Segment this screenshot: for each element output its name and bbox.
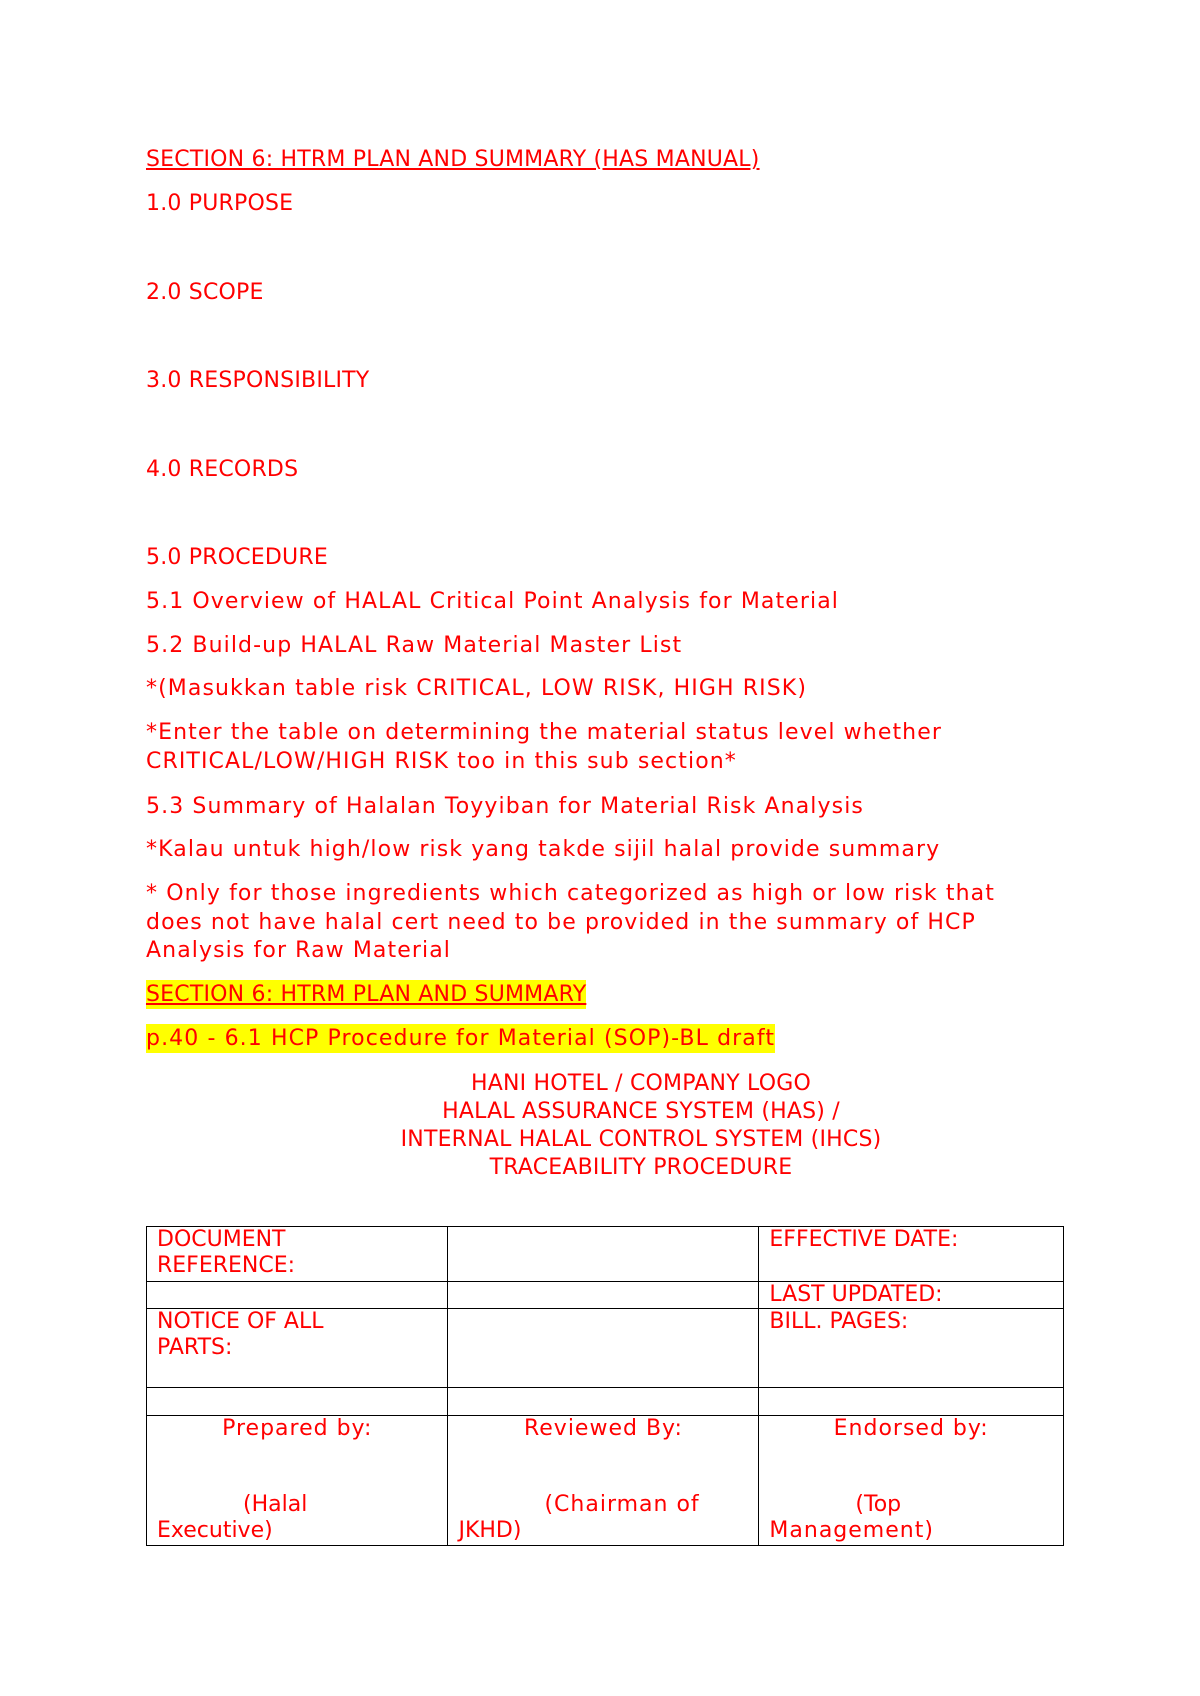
table-row xyxy=(147,1282,1064,1309)
note-risk-table: *(Masukkan table risk CRITICAL, LOW RISK, HIGH RISK) xyxy=(146,676,807,701)
table-row xyxy=(147,1388,1064,1416)
doc-ref-value-cell xyxy=(448,1227,759,1282)
heading-records: 4.0 RECORDS xyxy=(146,457,299,482)
procedure-item-5-3: 5.3 Summary of Halalan Toyyiban for Material Risk Analysis xyxy=(146,794,864,819)
last-updated-label: LAST UPDATED: xyxy=(769,1282,943,1307)
prepared-role-line2: Executive) xyxy=(157,1518,273,1543)
bill-pages-label: BILL. PAGES: xyxy=(769,1309,909,1334)
note-only-line1: * Only for those ingredients which categorized as high or low risk that xyxy=(146,881,995,906)
heading-scope: 2.0 SCOPE xyxy=(146,280,264,305)
reviewed-by-cell xyxy=(448,1416,759,1546)
heading-procedure: 5.0 PROCEDURE xyxy=(146,545,328,570)
empty-cell xyxy=(759,1388,1064,1416)
table-row xyxy=(147,1416,1064,1546)
notice-label-line1: NOTICE OF ALL xyxy=(157,1309,324,1334)
endorsed-by-label: Endorsed by: xyxy=(833,1416,989,1441)
effective-date-cell xyxy=(759,1227,1064,1282)
notice-cell xyxy=(147,1309,448,1388)
empty-cell xyxy=(147,1282,448,1309)
section-title: SECTION 6: HTRM PLAN AND SUMMARY (HAS MANUAL) xyxy=(146,147,760,172)
effective-date-label: EFFECTIVE DATE: xyxy=(769,1227,959,1252)
procedure-item-5-2: 5.2 Build-up HALAL Raw Material Master List xyxy=(146,633,683,658)
document-control-table xyxy=(146,1226,1064,1546)
doc-header-block xyxy=(146,1070,1136,1182)
doc-header-line4: TRACEABILITY PROCEDURE xyxy=(489,1155,793,1180)
table-row xyxy=(147,1309,1064,1388)
empty-cell xyxy=(448,1282,759,1309)
doc-ref-label-line1: DOCUMENT xyxy=(157,1227,286,1252)
reviewed-role-line2: JKHD) xyxy=(458,1518,522,1543)
empty-cell xyxy=(147,1388,448,1416)
empty-cell xyxy=(448,1388,759,1416)
note-kalau: *Kalau untuk high/low risk yang takde sijil halal provide summary xyxy=(146,837,941,862)
heading-purpose: 1.0 PURPOSE xyxy=(146,191,294,216)
doc-header-line1: HANI HOTEL / COMPANY LOGO xyxy=(471,1071,811,1096)
reviewed-by-label: Reviewed By: xyxy=(523,1416,683,1441)
table-row xyxy=(147,1227,1064,1282)
notice-label-line2: PARTS: xyxy=(157,1335,233,1360)
prepared-role-line1: (Halal xyxy=(243,1492,308,1517)
highlighted-section-title: SECTION 6: HTRM PLAN AND SUMMARY xyxy=(146,982,587,1007)
doc-ref-cell xyxy=(147,1227,448,1282)
endorsed-role-line1: (Top xyxy=(855,1492,902,1517)
endorsed-by-cell xyxy=(759,1416,1064,1546)
note-enter-table-line2: CRITICAL/LOW/HIGH RISK too in this sub section* xyxy=(146,749,737,774)
note-enter-table-line1: *Enter the table on determining the material status level whether xyxy=(146,720,943,745)
doc-header-line2: HALAL ASSURANCE SYSTEM (HAS) / xyxy=(442,1099,840,1124)
doc-header-line3: INTERNAL HALAL CONTROL SYSTEM (IHCS) xyxy=(400,1127,882,1152)
prepared-by-cell xyxy=(147,1416,448,1546)
reviewed-role-line1: (Chairman of xyxy=(544,1492,700,1517)
note-only-line2: does not have halal cert need to be provided in the summary of HCP xyxy=(146,910,976,935)
endorsed-role-line2: Management) xyxy=(769,1518,934,1543)
doc-ref-label-line2: REFERENCE: xyxy=(157,1253,296,1278)
heading-responsibility: 3.0 RESPONSIBILITY xyxy=(146,368,370,393)
highlighted-page-ref: p.40 - 6.1 HCP Procedure for Material (SOP)-BL draft xyxy=(146,1026,776,1051)
prepared-by-label: Prepared by: xyxy=(222,1416,373,1441)
notice-value-cell xyxy=(448,1309,759,1388)
note-only-line3: Analysis for Raw Material xyxy=(146,938,452,963)
last-updated-cell xyxy=(759,1282,1064,1309)
procedure-item-5-1: 5.1 Overview of HALAL Critical Point Analysis for Material xyxy=(146,589,840,614)
bill-pages-cell xyxy=(759,1309,1064,1388)
